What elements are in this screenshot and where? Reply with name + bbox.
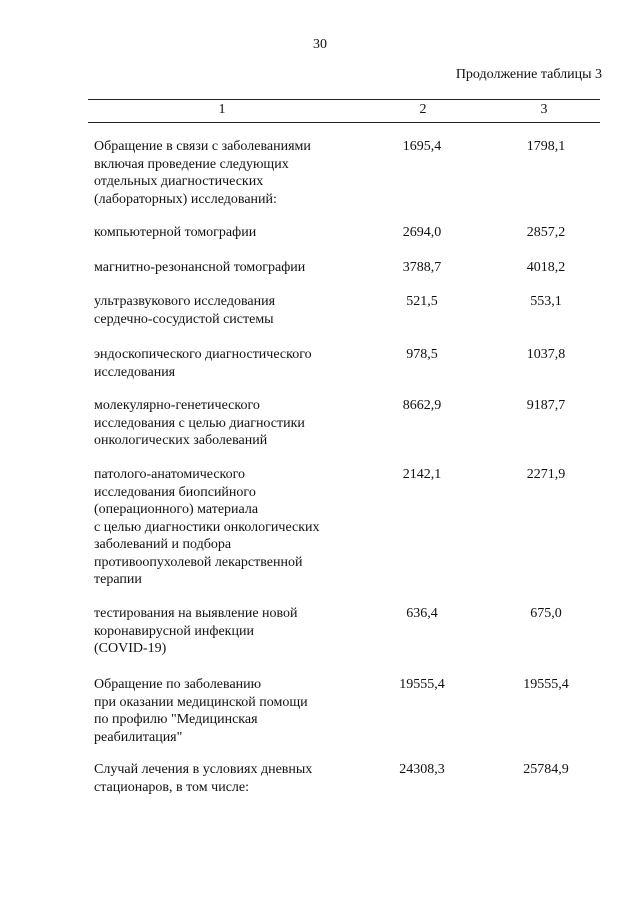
row-label: магнитно-резонансной томографии [94, 260, 306, 275]
column-header-2: 2 [419, 102, 427, 117]
row-value-col2: 521,5 [406, 294, 438, 309]
row-label: эндоскопического диагностического исследования [94, 347, 312, 380]
row-label: патолого-анатомического исследования биопсийного (операционного) материала с целью диагностики онкологических заболеваний и подбора противоопухолевой лекарственной терапии [94, 467, 320, 587]
row-value-col2: 2694,0 [402, 225, 442, 240]
page-number: 30 [313, 37, 327, 52]
row-value-col2: 19555,4 [399, 677, 445, 692]
column-header-3: 3 [540, 102, 548, 117]
row-value-col3: 1037,8 [526, 347, 566, 362]
row-value-col2: 2142,1 [402, 467, 442, 482]
row-value-col2: 8662,9 [402, 398, 442, 413]
row-label: Случай лечения в условиях дневных стационаров, в том числе: [94, 762, 313, 795]
row-value-col3: 25784,9 [523, 762, 569, 777]
row-value-col3: 9187,7 [526, 398, 566, 413]
row-value-col3: 675,0 [530, 606, 562, 621]
column-header-1: 1 [218, 102, 226, 117]
table-header [88, 99, 600, 123]
row-label: Обращение в связи с заболеваниями включая проведение следующих отдельных диагностических (лабораторных) исследований: [94, 139, 311, 207]
row-value-col3: 19555,4 [523, 677, 569, 692]
row-value-col2: 3788,7 [402, 260, 442, 275]
row-value-col2: 24308,3 [399, 762, 445, 777]
row-value-col3: 4018,2 [526, 260, 566, 275]
row-label: ультразвукового исследования сердечно-сосудистой системы [94, 294, 276, 327]
row-value-col3: 2271,9 [526, 467, 566, 482]
row-label: молекулярно-генетического исследования с целью диагностики онкологических заболеваний [94, 398, 305, 448]
row-value-col2: 978,5 [406, 347, 438, 362]
row-label: тестирования на выявление новой коронавирусной инфекции (COVID-19) [94, 606, 298, 656]
row-value-col2: 1695,4 [402, 139, 442, 154]
row-value-col2: 636,4 [406, 606, 438, 621]
row-label: компьютерной томографии [94, 225, 257, 240]
row-value-col3: 2857,2 [526, 225, 566, 240]
row-label: Обращение по заболеванию при оказании медицинской помощи по профилю "Медицинская реабилитация" [94, 677, 308, 745]
row-value-col3: 553,1 [530, 294, 562, 309]
table-continuation-label: Продолжение таблицы 3 [455, 67, 602, 82]
row-value-col3: 1798,1 [526, 139, 566, 154]
